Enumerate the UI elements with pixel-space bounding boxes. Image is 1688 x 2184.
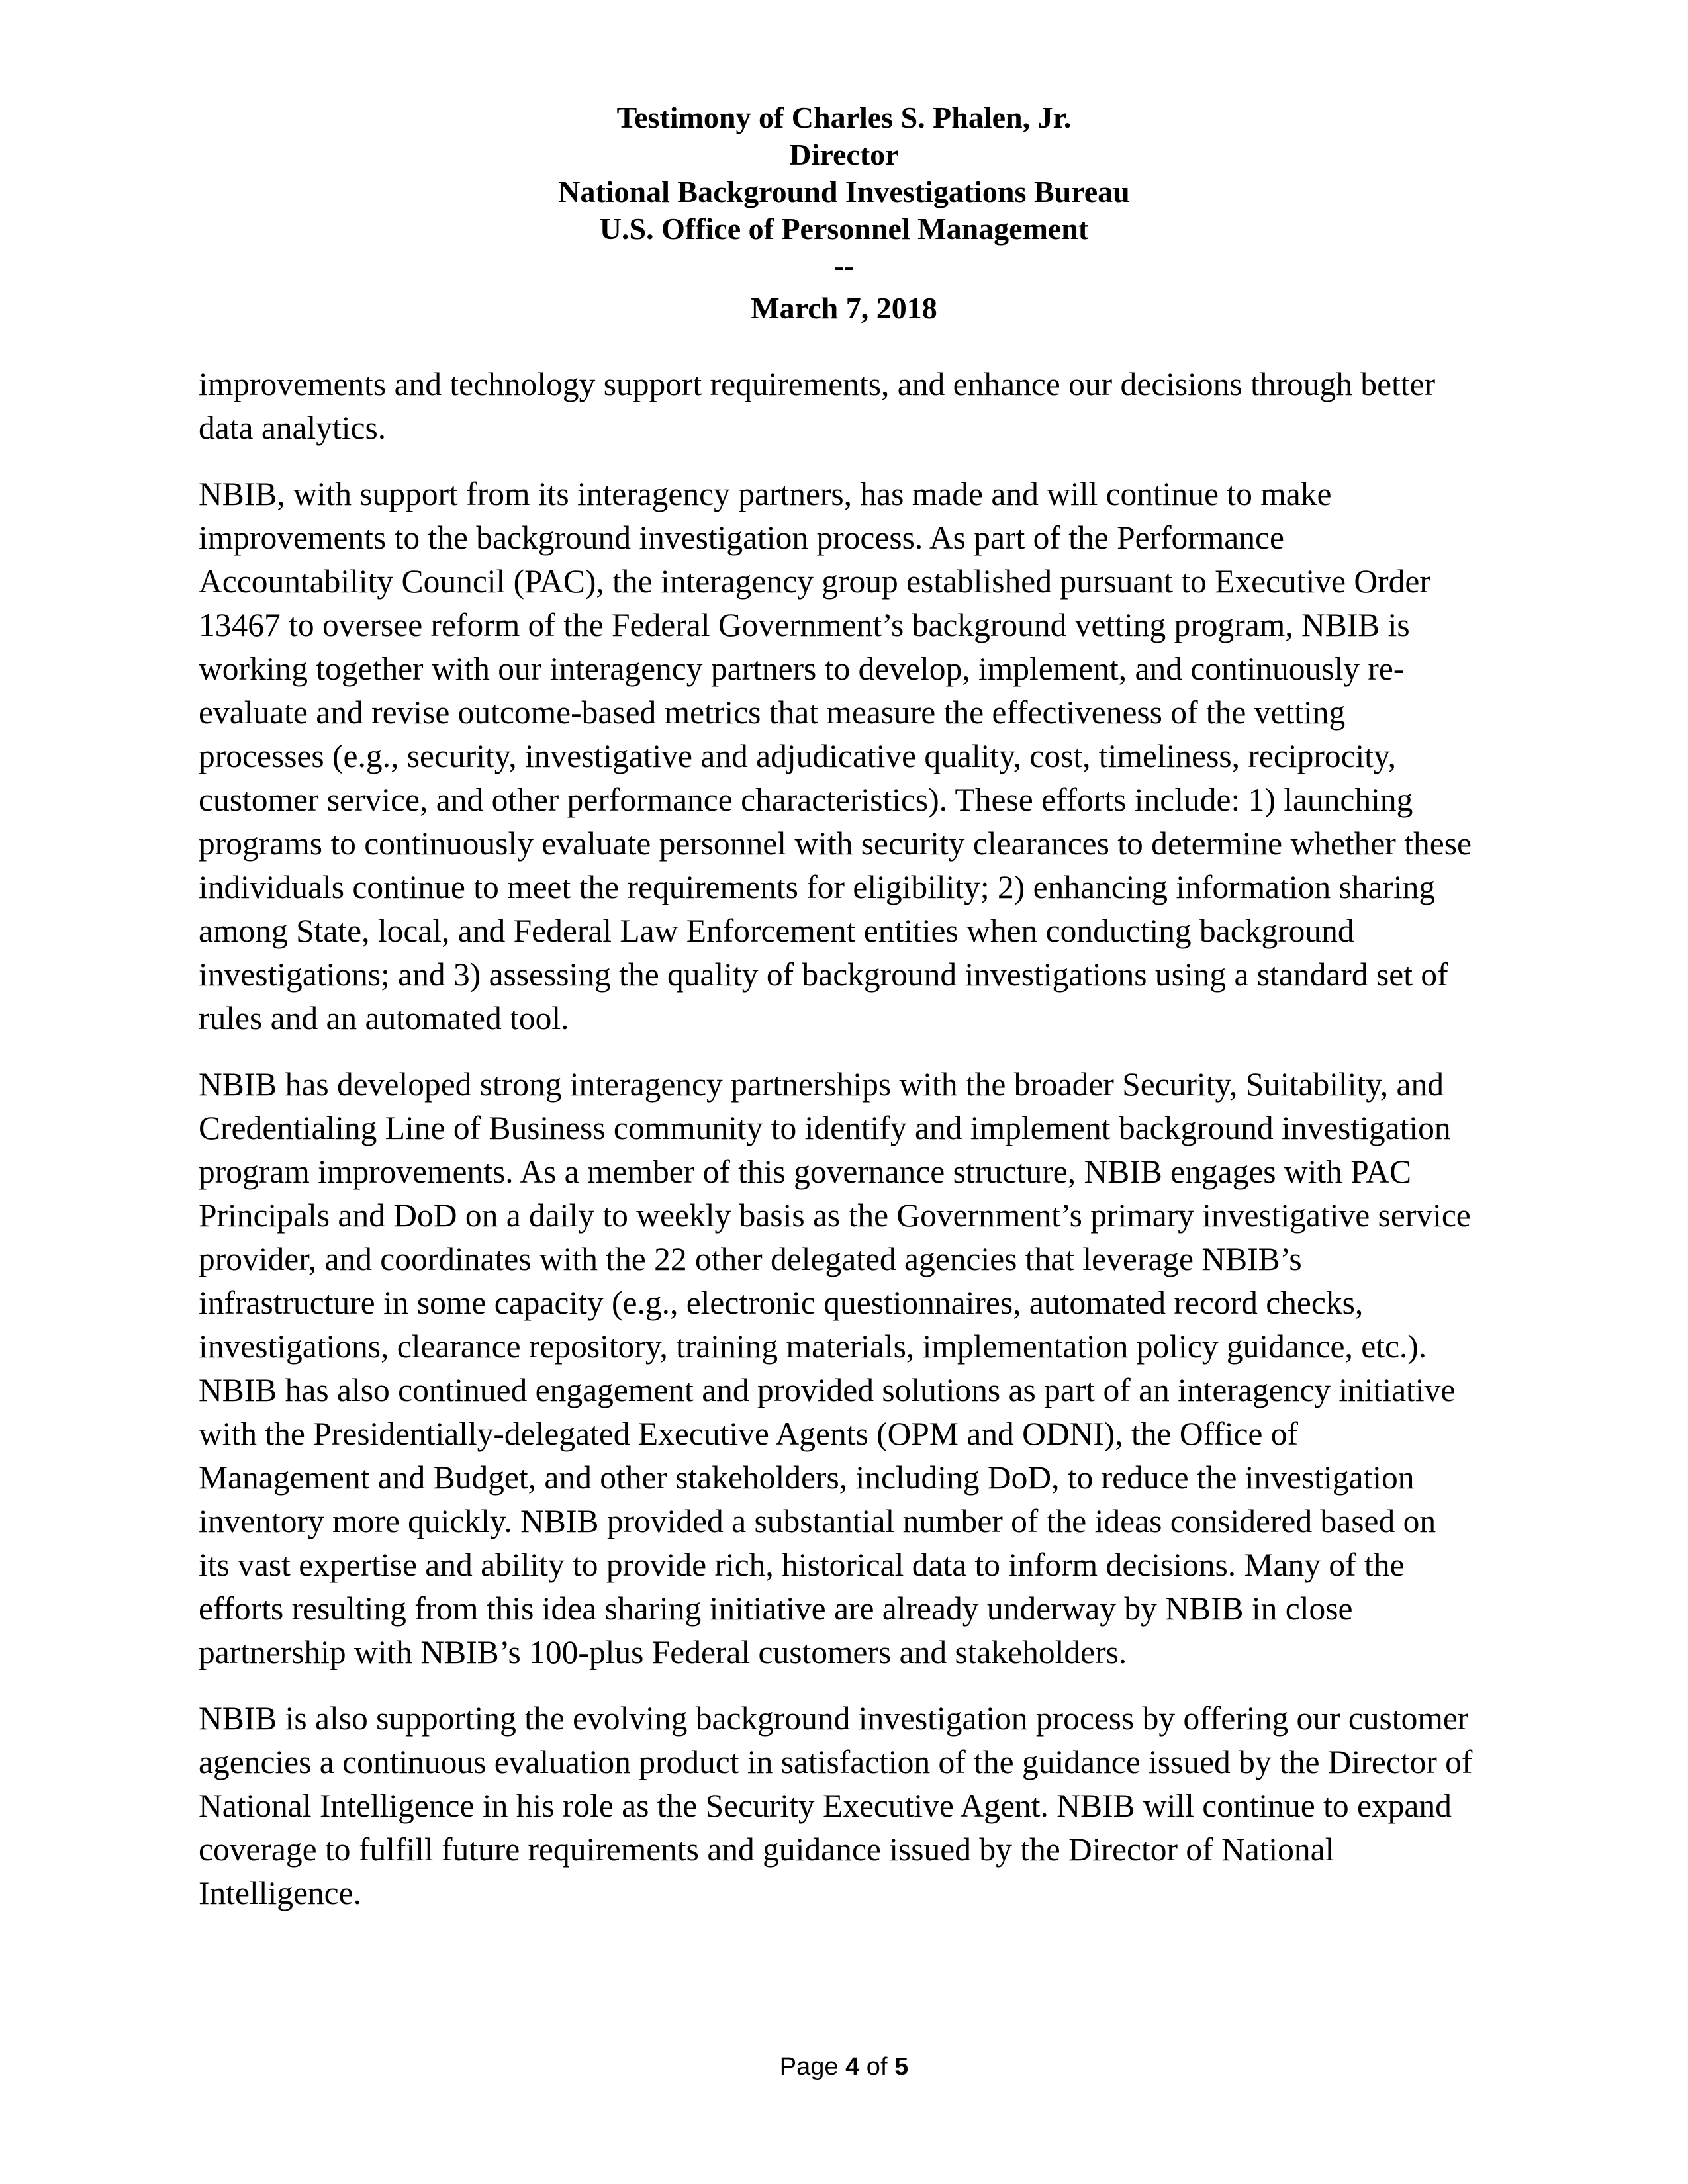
text-line: individuals continue to meet the requirements for eligibility; 2) enhancing information sharing <box>199 869 1436 905</box>
text-line: with the Presidentially-delegated Executive Agents (OPM and ODNI), the Office of <box>199 1416 1299 1452</box>
text-line: NBIB is also supporting the evolving background investigation process by offering our customer <box>199 1700 1469 1737</box>
text-line: Credentialing Line of Business community to identify and implement background investigation <box>199 1110 1451 1146</box>
testimony-date: March 7, 2018 <box>751 291 937 325</box>
text-line: inventory more quickly. NBIB provided a substantial number of the ideas considered based on <box>199 1503 1436 1539</box>
text-line: coverage to fulfill future requirements and guidance issued by the Director of National <box>199 1831 1335 1868</box>
paragraph-4 <box>199 1697 1486 1915</box>
text-line: among State, local, and Federal Law Enforcement entities when conducting background <box>199 913 1354 949</box>
speaker-position: Director <box>789 138 899 171</box>
text-line: infrastructure in some capacity (e.g., electronic questionnaires, automated record checks, <box>199 1285 1364 1321</box>
text-line: rules and an automated tool. <box>199 1000 569 1036</box>
page-number-footer <box>0 2050 1688 2083</box>
text-line: NBIB has also continued engagement and provided solutions as part of an interagency initiative <box>199 1372 1456 1408</box>
text-line: programs to continuously evaluate personnel with security clearances to determine whether these <box>199 825 1472 862</box>
text-line: improvements to the background investigation process. As part of the Performance <box>199 520 1284 556</box>
text-line: partnership with NBIB’s 100-plus Federal customers and stakeholders. <box>199 1634 1127 1670</box>
text-line: efforts resulting from this idea sharing initiative are already underway by NBIB in close <box>199 1590 1353 1627</box>
text-line: Intelligence. <box>199 1875 362 1911</box>
paragraph-2 <box>199 473 1486 1040</box>
text-line: investigations; and 3) assessing the quality of background investigations using a standard set of <box>199 956 1448 993</box>
text-line: Accountability Council (PAC), the interagency group established pursuant to Executive Order <box>199 563 1430 600</box>
text-line: provider, and coordinates with the 22 other delegated agencies that leverage NBIB’s <box>199 1241 1302 1277</box>
text-line: NBIB has developed strong interagency partnerships with the broader Security, Suitability, and <box>199 1066 1444 1103</box>
text-line: NBIB, with support from its interagency partners, has made and will continue to make <box>199 476 1332 512</box>
header-separator: -- <box>833 249 855 283</box>
text-line: its vast expertise and ability to provide rich, historical data to inform decisions. Many of the <box>199 1547 1405 1583</box>
text-line: processes (e.g., security, investigative and adjudicative quality, cost, timeliness, reciprocity, <box>199 738 1396 774</box>
paragraph-3 <box>199 1063 1486 1674</box>
text-line: data analytics. <box>199 410 387 446</box>
text-line: customer service, and other performance characteristics). These efforts include: 1) launching <box>199 782 1413 818</box>
page-label: Page <box>779 2053 846 2081</box>
text-line: program improvements. As a member of this governance structure, NBIB engages with PAC <box>199 1154 1412 1190</box>
document-body <box>199 363 1486 1938</box>
text-line: evaluate and revise outcome-based metrics that measure the effectiveness of the vetting <box>199 694 1346 731</box>
text-line: Principals and DoD on a daily to weekly basis as the Government’s primary investigative service <box>199 1197 1471 1234</box>
page-of-label: of <box>859 2053 895 2081</box>
testimony-title: Testimony of Charles S. Phalen, Jr. <box>616 101 1072 134</box>
total-pages-number: 5 <box>894 2053 909 2081</box>
document-header <box>0 99 1688 327</box>
paragraph-1 <box>199 363 1486 450</box>
text-line: National Intelligence in his role as the Security Executive Agent. NBIB will continue to expand <box>199 1788 1452 1824</box>
text-line: agencies a continuous evaluation product in satisfaction of the guidance issued by the Director of <box>199 1744 1473 1780</box>
text-line: improvements and technology support requirements, and enhance our decisions through better <box>199 366 1436 402</box>
text-line: investigations, clearance repository, training materials, implementation policy guidance, etc.). <box>199 1328 1427 1365</box>
current-page-number: 4 <box>845 2053 860 2081</box>
bureau-name: National Background Investigations Bureau <box>558 175 1130 208</box>
agency-name: U.S. Office of Personnel Management <box>599 212 1089 246</box>
text-line: working together with our interagency partners to develop, implement, and continuously re- <box>199 651 1405 687</box>
text-line: Management and Budget, and other stakeholders, including DoD, to reduce the investigation <box>199 1459 1415 1496</box>
text-line: 13467 to oversee reform of the Federal Government’s background vetting program, NBIB is <box>199 607 1410 643</box>
